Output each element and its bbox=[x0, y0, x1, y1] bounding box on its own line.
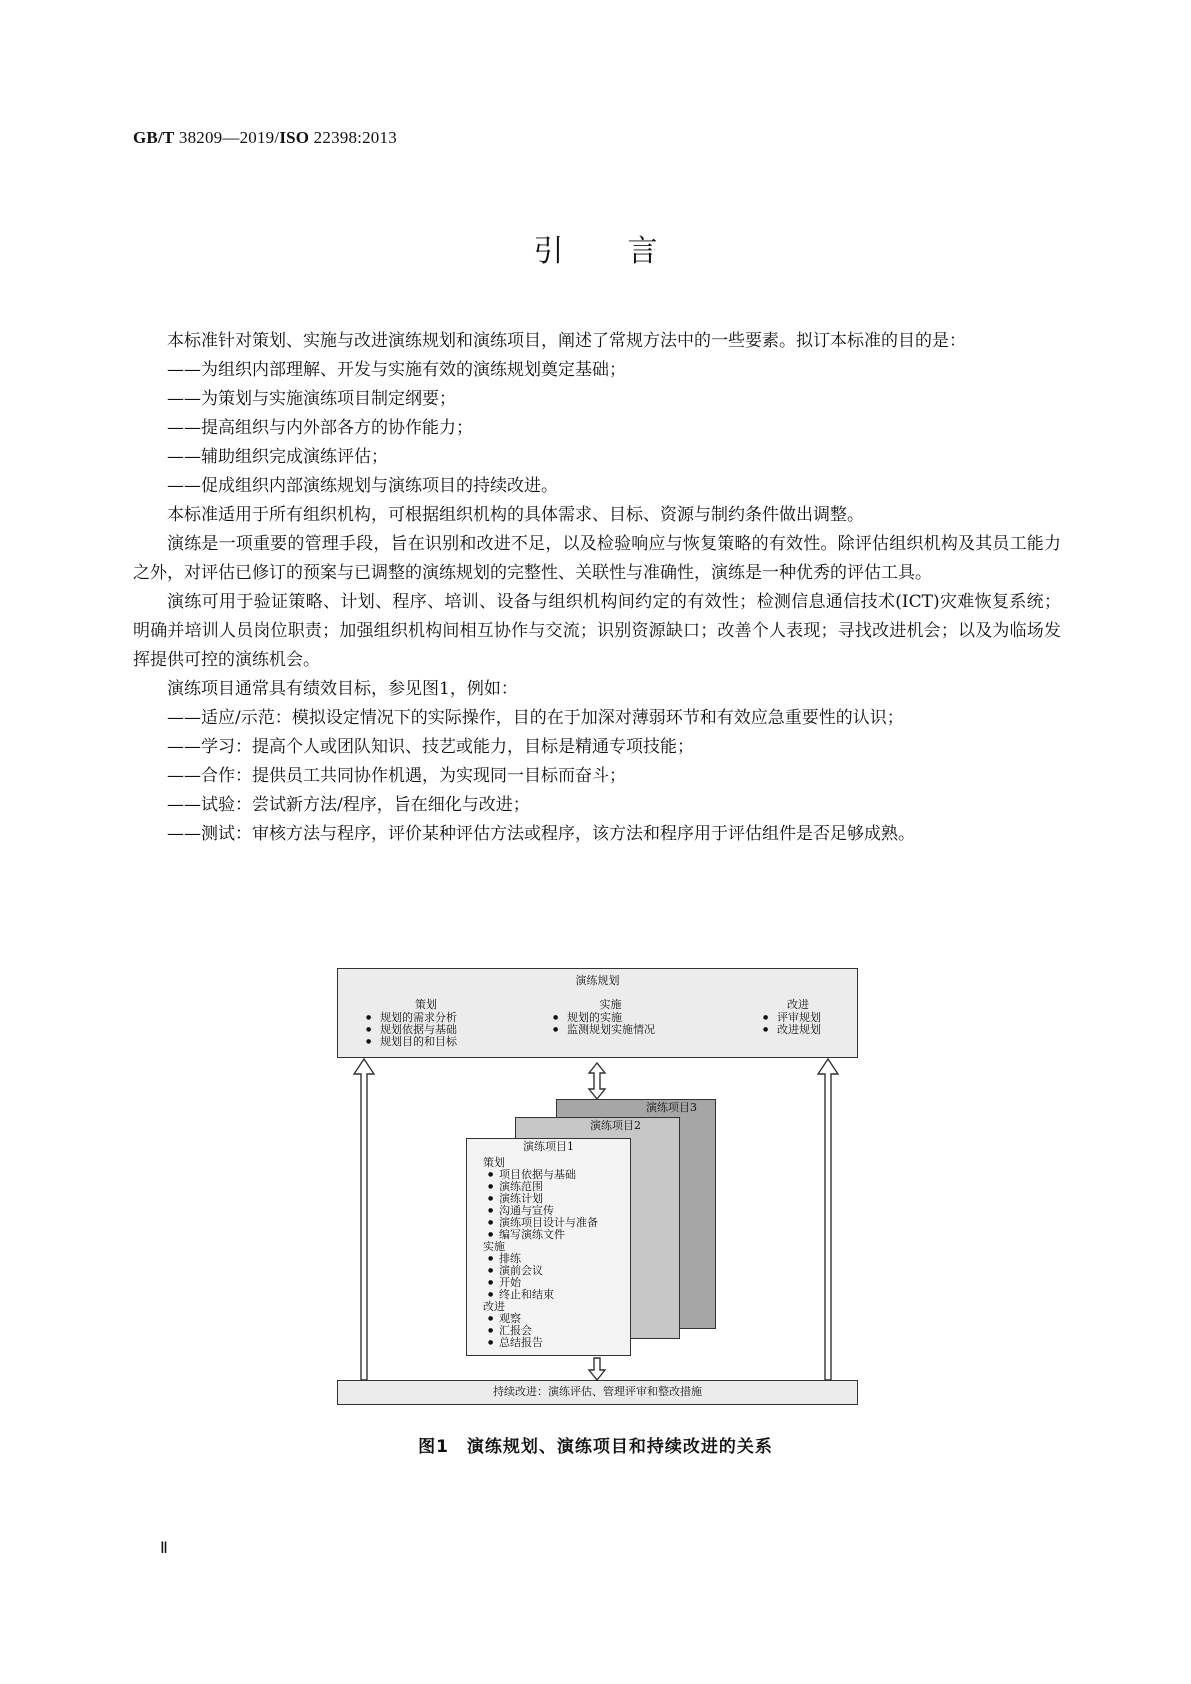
list-item: ● 沟通与宣传 bbox=[499, 1205, 598, 1217]
list-item: ● 排练 bbox=[499, 1253, 598, 1265]
standard-header bbox=[133, 128, 397, 148]
list-item: ● 总结报告 bbox=[499, 1337, 598, 1349]
list-item: ● 演前会议 bbox=[499, 1265, 598, 1277]
project-2-title: 演练项目2 bbox=[590, 1119, 641, 1132]
list-item: ——为策划与实施演练项目制定纲要； bbox=[167, 389, 456, 409]
page-title: 引言 bbox=[533, 234, 722, 269]
list-item: ● 汇报会 bbox=[499, 1325, 598, 1337]
list-item: ——学习：提高个人或团队知识、技艺或能力，目标是精通专项技能； bbox=[167, 737, 694, 757]
iso-prefix: ISO bbox=[279, 128, 310, 147]
programme-implement-heading: 实施 bbox=[599, 998, 622, 1011]
programme-improve bbox=[763, 999, 833, 1036]
down-arrow bbox=[589, 1358, 605, 1380]
project-improve-heading: 改进 bbox=[483, 1300, 505, 1313]
list-item: ——提高组织与内外部各方的协作能力； bbox=[167, 418, 473, 438]
paragraph: 本标准适用于所有组织机构，可根据组织机构的具体需求、目标、资源与制约条件做出调整。 bbox=[167, 505, 864, 525]
programme-implement bbox=[553, 999, 668, 1036]
programme-box bbox=[337, 968, 858, 1058]
list-item: ——促成组织内部演练规划与演练项目的持续改进。 bbox=[167, 476, 558, 496]
project-1-content bbox=[483, 1157, 598, 1349]
list-item: ——合作：提供员工共同协作机遇，为实现同一目标而奋斗； bbox=[167, 766, 626, 786]
iso-number: 22398:2013 bbox=[309, 128, 397, 147]
list-item: ● 终止和结束 bbox=[499, 1289, 598, 1301]
double-arrow bbox=[589, 1063, 605, 1099]
standard-number: 38209—2019/ bbox=[174, 128, 280, 147]
programme-plan-heading: 策划 bbox=[415, 998, 437, 1011]
project-1-title: 演练项目1 bbox=[523, 1140, 574, 1153]
list-item: ● 演练项目设计与准备 bbox=[499, 1217, 598, 1229]
figure-caption: 图1 演练规划、演练项目和持续改进的关系 bbox=[418, 1437, 773, 1457]
programme-plan bbox=[366, 999, 486, 1048]
list-item: ● 演练范围 bbox=[499, 1181, 598, 1193]
list-item: ● 项目依据与基础 bbox=[499, 1169, 598, 1181]
list-item: ——辅助组织完成演练评估； bbox=[167, 447, 388, 467]
list-item: ● 编写演练文件 bbox=[499, 1229, 598, 1241]
page-number: Ⅱ bbox=[160, 1540, 168, 1557]
list-item: ● 规划依据与基础 bbox=[380, 1024, 486, 1036]
paragraph: 演练项目通常具有绩效目标，参见图1，例如： bbox=[167, 679, 518, 699]
project-implement-heading: 实施 bbox=[483, 1240, 505, 1253]
body-text bbox=[133, 327, 1061, 849]
list-item: ● 规划的需求分析 bbox=[380, 1012, 486, 1024]
list-item: ——为组织内部理解、开发与实施有效的演练规划奠定基础； bbox=[167, 360, 626, 380]
list-item: ● 演练计划 bbox=[499, 1193, 598, 1205]
project-1-box bbox=[466, 1138, 631, 1356]
list-item: ● 观察 bbox=[499, 1313, 598, 1325]
paragraph: 演练是一项重要的管理手段，旨在识别和改进不足，以及检验响应与恢复策略的有效性。除评估组织机构及其员工能力之外，对评估已修订的预案与已调整的演练规划的完整性、关联性与准确性，演练是一种优秀的评估工具。 bbox=[133, 534, 1061, 583]
programme-improve-heading: 改进 bbox=[787, 998, 809, 1011]
list-item: ● 评审规划 bbox=[777, 1012, 833, 1024]
paragraph: 演练可用于验证策略、计划、程序、培训、设备与组织机构间约定的有效性；检测信息通信技术(ICT)灾难恢复系统；明确并培训人员岗位职责；加强组织机构间相互协作与交流；识别资源缺口；改善个人表现；寻找改进机会；以及为临场发挥提供可控的演练机会。 bbox=[133, 592, 1061, 670]
continual-improvement-box: 持续改进：演练评估、管理评审和整改措施 bbox=[337, 1380, 858, 1405]
left-up-arrow bbox=[354, 1059, 374, 1380]
list-item: ● 规划的实施 bbox=[567, 1012, 668, 1024]
list-item: ● 规划目的和目标 bbox=[380, 1036, 486, 1048]
right-up-arrow bbox=[818, 1059, 838, 1380]
project-plan-heading: 策划 bbox=[483, 1156, 505, 1169]
project-3-title: 演练项目3 bbox=[646, 1101, 697, 1114]
list-item: ● 开始 bbox=[499, 1277, 598, 1289]
paragraph: 本标准针对策划、实施与改进演练规划和演练项目，阐述了常规方法中的一些要素。拟订本标准的目的是： bbox=[167, 331, 966, 351]
list-item: ● 改进规划 bbox=[777, 1024, 833, 1036]
list-item: ——测试：审核方法与程序，评价某种评估方法或程序，该方法和程序用于评估组件是否足够成熟。 bbox=[167, 824, 915, 844]
list-item: ● 监测规划实施情况 bbox=[567, 1024, 668, 1036]
programme-title: 演练规划 bbox=[575, 974, 620, 987]
list-item: ——试验：尝试新方法/程序，旨在细化与改进； bbox=[167, 795, 530, 815]
list-item: ——适应/示范：模拟设定情况下的实际操作，目的在于加深对薄弱环节和有效应急重要性的认识； bbox=[167, 708, 904, 728]
standard-prefix: GB/T bbox=[133, 128, 175, 147]
